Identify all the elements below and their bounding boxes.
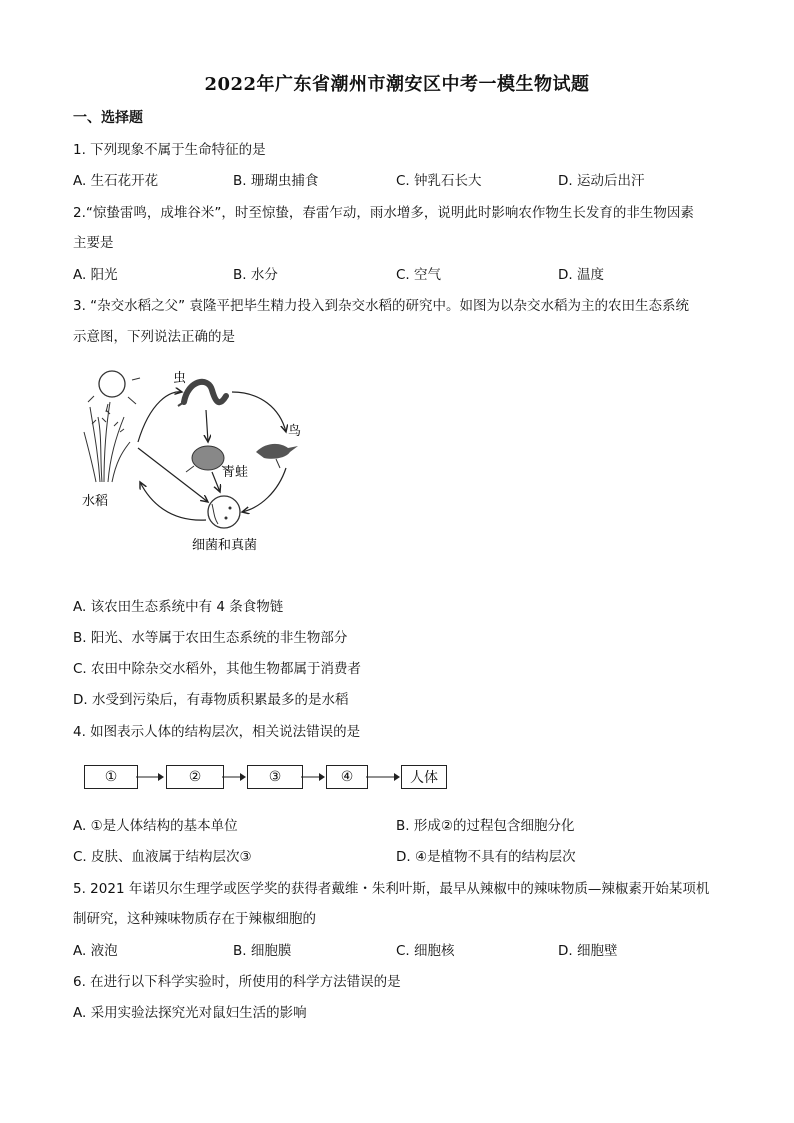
q4-option-c: C. 皮肤、血液属于结构层次③	[73, 849, 252, 865]
page-title: 2022年广东省潮州市潮安区中考一模生物试题	[204, 74, 590, 95]
bird-icon	[256, 444, 298, 468]
label-insect: 虫	[173, 371, 187, 386]
q2-option-a: A. 阳光	[73, 267, 118, 283]
flow-arrow-2	[222, 770, 248, 784]
q3-option-c: C. 农田中除杂交水稻外，其他生物都属于消费者	[73, 661, 362, 677]
label-rice: 水稻	[82, 494, 109, 509]
question-6-stem: 6. 在进行以下科学实验时，所使用的科学方法错误的是	[73, 974, 401, 990]
flow-box-2: ②	[166, 765, 224, 789]
ecosystem-diagram	[80, 362, 320, 562]
section-heading: 一、选择题	[73, 110, 143, 126]
q2-option-c: C. 空气	[396, 267, 442, 283]
q1-option-c: C. 钟乳石长大	[396, 173, 482, 189]
flow-box-body: 人体	[401, 765, 447, 789]
question-3-stem-line1: 3. “杂交水稻之父” 袁隆平把毕生精力投入到杂交水稻的研究中。如图为以杂交水稻为主的农田生态系统	[73, 298, 689, 314]
question-2-stem-line1: 2.“惊蛰雷鸣，成堆谷米”，时至惊蛰，春雷乍动，雨水增多，说明此时影响农作物生长发育的非生物因素	[73, 205, 694, 221]
arrow-frog-to-decomposer	[212, 472, 220, 492]
q1-option-d: D. 运动后出汗	[558, 173, 645, 189]
flow-arrow-3	[301, 770, 327, 784]
q4-option-d: D. ④是植物不具有的结构层次	[396, 849, 576, 865]
flow-arrow-4	[366, 770, 402, 784]
flow-box-1: ①	[84, 765, 138, 789]
q2-option-b: B. 水分	[233, 267, 278, 283]
flow-arrow-1	[136, 770, 166, 784]
label-bird: 鸟	[288, 424, 302, 439]
flow-box-3: ③	[247, 765, 303, 789]
question-3-stem-line2: 示意图，下列说法正确的是	[73, 329, 235, 345]
arrow-insect-to-bird	[232, 392, 286, 432]
structure-flow-diagram	[84, 762, 454, 792]
q5-option-d: D. 细胞壁	[558, 943, 618, 959]
question-2-stem-line2: 主要是	[73, 235, 114, 251]
q5-option-b: B. 细胞膜	[233, 943, 292, 959]
arrow-bird-to-decomposer	[242, 468, 286, 512]
q3-option-d: D. 水受到污染后，有毒物质积累最多的是水稻	[73, 692, 349, 708]
question-4-stem: 4. 如图表示人体的结构层次，相关说法错误的是	[73, 724, 361, 740]
q4-option-a: A. ①是人体结构的基本单位	[73, 818, 238, 834]
label-frog: 青蛙	[222, 465, 249, 480]
q6-option-a: A. 采用实验法探究光对鼠妇生活的影响	[73, 1005, 307, 1021]
arrow-insect-to-frog	[206, 410, 208, 442]
flow-box-4: ④	[326, 765, 368, 789]
q4-option-b: B. 形成②的过程包含细胞分化	[396, 818, 575, 834]
q5-option-a: A. 液泡	[73, 943, 118, 959]
q1-option-a: A. 生石花开花	[73, 173, 159, 189]
sun-icon	[88, 371, 140, 412]
q1-option-b: B. 珊瑚虫捕食	[233, 173, 319, 189]
q3-option-a: A. 该农田生态系统中有 4 条食物链	[73, 599, 284, 615]
q3-option-b: B. 阳光、水等属于农田生态系统的非生物部分	[73, 630, 348, 646]
question-5-stem-line2: 制研究，这种辣味物质存在于辣椒细胞的	[73, 911, 316, 927]
label-decomposer: 细菌和真菌	[192, 538, 258, 553]
arrow-rice-to-insect	[138, 392, 182, 442]
arrow-decomposer-to-rice	[140, 482, 206, 520]
rice-plant-icon	[84, 402, 130, 482]
q5-option-c: C. 细胞核	[396, 943, 455, 959]
question-5-stem-line1: 5. 2021 年诺贝尔生理学或医学奖的获得者戴维・朱利叶斯，最早从辣椒中的辣味物质—辣椒素开始某项机	[73, 881, 710, 897]
question-1-stem: 1. 下列现象不属于生命特征的是	[73, 142, 266, 158]
decomposer-icon	[208, 496, 240, 528]
q2-option-d: D. 温度	[558, 267, 604, 283]
